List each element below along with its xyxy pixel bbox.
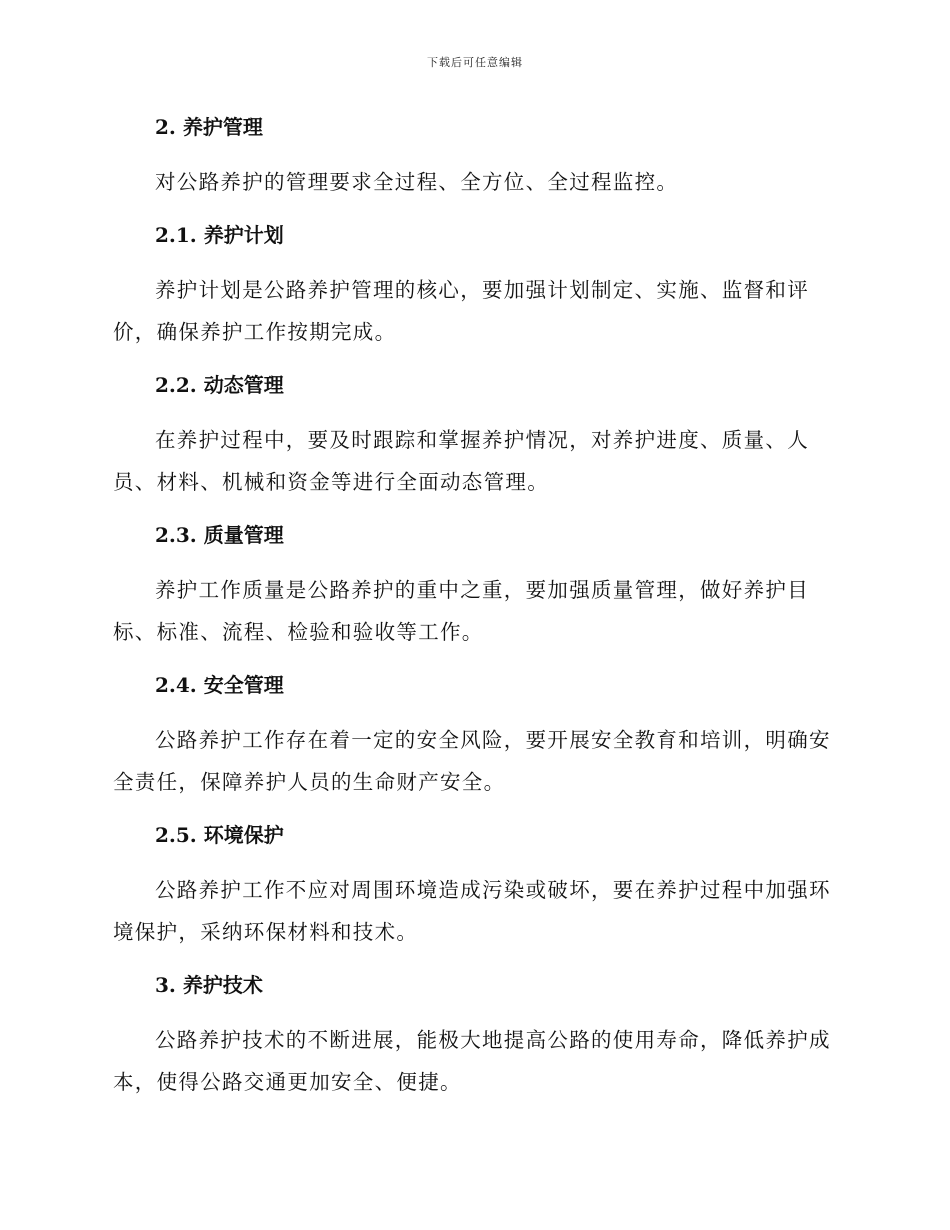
section-maintenance-technology bbox=[113, 963, 843, 1103]
section-dynamic-management bbox=[113, 363, 843, 503]
section-heading: 2.2. 动态管理 bbox=[155, 373, 284, 397]
section-heading: 2.4. 安全管理 bbox=[155, 673, 284, 697]
section-paragraph: 公路养护工作存在着一定的安全风险，要开展安全教育和培训，明确安全责任，保障养护人员的生命财产安全。 bbox=[113, 728, 831, 794]
section-heading: 2.5. 环境保护 bbox=[155, 823, 284, 847]
document-body bbox=[113, 105, 843, 1113]
section-environmental-protection bbox=[113, 813, 843, 953]
section-paragraph: 养护计划是公路养护管理的核心，要加强计划制定、实施、监督和评价，确保养护工作按期完成。 bbox=[113, 278, 809, 344]
section-paragraph: 对公路养护的管理要求全过程、全方位、全过程监控。 bbox=[155, 170, 679, 194]
section-paragraph: 养护工作质量是公路养护的重中之重，要加强质量管理，做好养护目标、标准、流程、检验和验收等工作。 bbox=[113, 578, 809, 644]
section-paragraph: 在养护过程中，要及时跟踪和掌握养护情况，对养护进度、质量、人员、材料、机械和资金等进行全面动态管理。 bbox=[113, 428, 809, 494]
section-safety-management bbox=[113, 663, 843, 803]
section-maintenance-management bbox=[113, 105, 843, 203]
section-paragraph: 公路养护技术的不断进展，能极大地提高公路的使用寿命，降低养护成本，使得公路交通更加安全、便捷。 bbox=[113, 1028, 831, 1094]
page-header: 下载后可任意编辑 bbox=[427, 56, 523, 69]
section-quality-management bbox=[113, 513, 843, 653]
section-heading: 2. 养护管理 bbox=[155, 115, 263, 139]
section-paragraph: 公路养护工作不应对周围环境造成污染或破坏，要在养护过程中加强环境保护，采纳环保材料和技术。 bbox=[113, 878, 831, 944]
section-heading: 2.1. 养护计划 bbox=[155, 223, 284, 247]
section-heading: 3. 养护技术 bbox=[155, 973, 263, 997]
section-heading: 2.3. 质量管理 bbox=[155, 523, 284, 547]
section-maintenance-plan bbox=[113, 213, 843, 353]
